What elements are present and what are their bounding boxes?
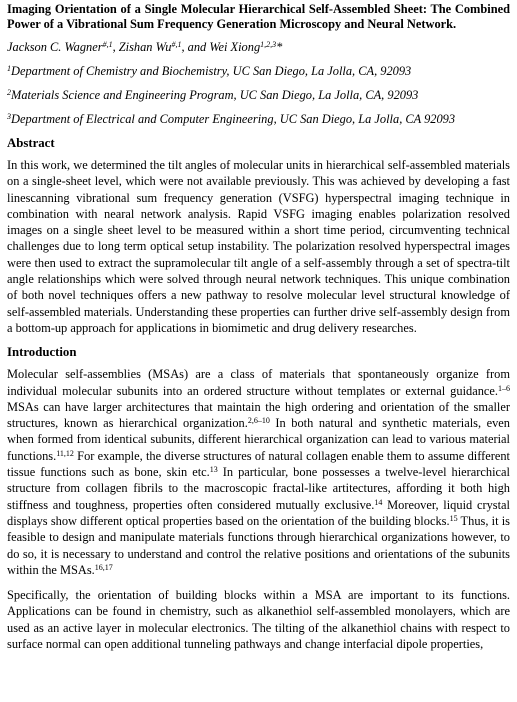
citation-marker: 14 xyxy=(374,497,383,507)
affiliation-text: Department of Electrical and Computer Engineering, UC San Diego, La Jolla, CA 92093 xyxy=(11,112,456,126)
author-affiliation-marker: #,1 xyxy=(102,40,113,49)
affiliation-text: Department of Chemistry and Biochemistry, UC San Diego, La Jolla, CA, 92093 xyxy=(11,64,412,78)
citation-marker: 11,12 xyxy=(56,448,74,458)
affiliation xyxy=(7,88,510,103)
abstract-heading: Abstract xyxy=(7,136,55,150)
author-name: Zishan Wu xyxy=(118,40,172,54)
citation-marker: 15 xyxy=(449,513,458,523)
author-separator: * xyxy=(276,40,283,54)
introduction-paragraph-1 xyxy=(7,366,510,578)
citation-marker: 16,17 xyxy=(94,562,113,572)
affiliation xyxy=(7,64,510,79)
affiliation-number: 1 xyxy=(7,64,11,73)
author-affiliation-marker: #,1 xyxy=(171,40,182,49)
paragraph-text: Molecular self-assemblies (MSAs) are a class of materials that spontaneously organize from individual molecular subunits into an ordered structure without templates or external guidance. xyxy=(7,367,510,398)
affiliation-list xyxy=(7,64,510,127)
author-list xyxy=(7,40,510,55)
introduction-heading: Introduction xyxy=(7,345,77,360)
author-separator: , xyxy=(112,40,119,54)
paragraph-text: Moreover, liquid crystal displays show different optical properties based on the orientation of the building blocks. xyxy=(7,497,510,528)
citation-marker: 13 xyxy=(209,465,218,475)
affiliation-text: Materials Science and Engineering Program, UC San Diego, La Jolla, CA, 92093 xyxy=(11,88,419,102)
affiliation-number: 2 xyxy=(7,88,11,97)
abstract-text: In this work, we determined the tilt angles of molecular units in hierarchical self-assembled materials on a single-sheet level, which were not available previously. This was achieved by developing a fast linescanning vibrational sum frequency generation (VSFG) hyperspectral imaging technique in combination with nearal network analysis. Rapid VSFG imaging enables polarization resolved images on a single sheet level to be measured within a short time period, circumventing technical challenges due to long term optical setup instability. The polarization resolved hyperspectral images were then used to extract the supramolecular tilt angle of a self-assembly through a set of spectra-tilt angle relationships which were solved through neural network techniques. This unique combination of both novel techniques offers a new pathway to resolve molecular level structural knowledge of self-assembled materials. Understanding these properties can further drive self-assembly design from a bottom-up approach for applications in biomimetic and drug delivery researches. xyxy=(7,158,510,335)
citation-marker: 1–6 xyxy=(498,383,510,393)
author-name: Wei Xiong xyxy=(209,40,261,54)
paragraph-text: In particular, bone possesses a twelve-level hierarchical structure from collagen fibrils to the macroscopic fractal-like artitectures, affording it both high stiffness and toughness, properties often considered mutually exclusive. xyxy=(7,465,510,512)
introduction-paragraph-2: Specifically, the orientation of building blocks within a MSA are important to its functions. Applications can be found in chemistry, such as alkanethiol self-assembled monolayers, which are used as an active layer in molecular electronics. The tilting of the alkanethiol chains with respect to surface normal can open additional tunneling pathways and change interfacial dipole properties, xyxy=(7,588,510,652)
affiliation xyxy=(7,112,510,127)
author-affiliation-marker: 1,2,3 xyxy=(260,40,277,49)
author-separator: , and xyxy=(181,40,210,54)
paragraph-text: MSAs can have larger architectures that maintain the high ordering and orientation of the smaller structures, known as hierarchical organization. xyxy=(7,399,510,431)
author-name: Jackson C. Wagner xyxy=(7,40,103,54)
paper-title: Imaging Orientation of a Single Molecular Hierarchical Self-Assembled Sheet: The Combined Power of a Vibrational Sum Frequency Generation Microscopy and Neural Network. xyxy=(7,2,510,31)
paragraph-text: Thus, it is feasible to design and manipulate materials functions through hierarchical organizations however, to do so, it is necessary to understand and control the relative positions and orientations of the subunits within the MSAs. xyxy=(7,513,511,577)
paper-page xyxy=(0,2,517,702)
paragraph-text: In both natural and synthetic materials, even when formed from identical subunits, different hierarchical organization can lead to various material functions. xyxy=(7,416,510,463)
paragraph-text: For example, the diverse structures of natural collagen enable them to assume different tissue functions such as bone, skin etc. xyxy=(7,448,510,480)
affiliation-number: 3 xyxy=(7,112,11,121)
citation-marker: 2,6–10 xyxy=(247,416,270,426)
